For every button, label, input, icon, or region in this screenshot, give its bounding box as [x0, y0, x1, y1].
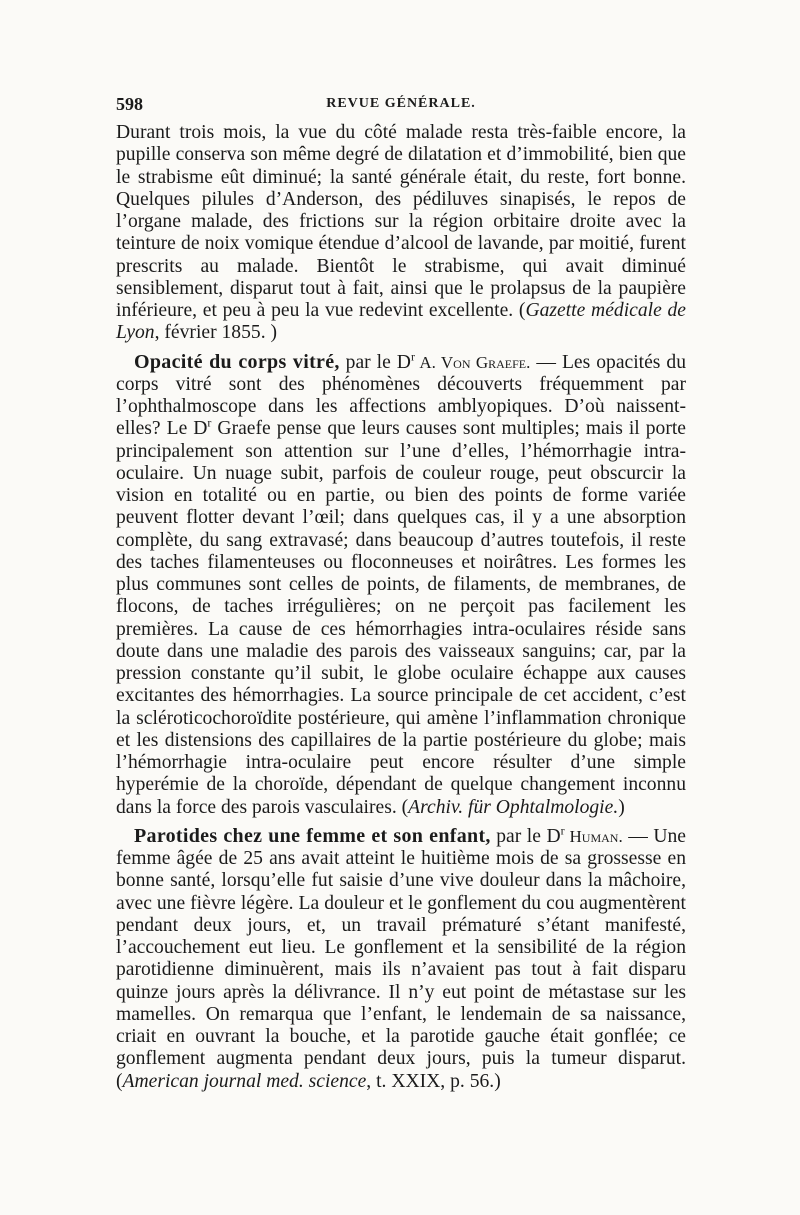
paragraph-case-conclusion	[116, 122, 686, 345]
running-head	[116, 92, 686, 122]
article-body: — Les opacités du corps vitré sont des phénomènes découverts fréquemment par l’ophthalmoscope dans les affections amblyopiques. D’où naissent-elles? Le D	[116, 351, 686, 440]
citation-source: Archiv. für Ophtalmologie.	[408, 796, 619, 818]
article-parotitis	[116, 825, 686, 1093]
page-number: 598	[116, 94, 143, 114]
author-name: Human.	[564, 826, 623, 846]
citation-tail: , février 1855. )	[154, 322, 278, 344]
author-prefix: par le D	[339, 351, 411, 373]
body-title-sup: r	[207, 415, 212, 430]
citation-source: American journal med. science	[122, 1070, 367, 1092]
article-body-continued: Graefe pense que leurs causes sont multiples; mais il porte principalement son attention sur l’une d’elles, l’hémorrhagie intra-oculaire. Un nuage subit, parfois de couleur rouge, peut obscurcir la vision en totalité ou en partie, ou bien des points de forme variée peuvent flotter devant l’œil; dans quelques cas, il y a une absorption complète, du sang extravasé; dans beaucoup d’autres toutefois, il reste des taches filamenteuses ou floconneuses et noirâtres. Les formes les plus communes sont celles de points, de filaments, de membranes, de flocons, de taches irrégulières; on ne perçoit pas facilement les premières. La cause de ces hémorrhagies intra-oculaires réside sans doute dans une maladie des parois des vaisseaux sanguins; car, par la pression constante qu’il subit, le globe oculaire échappe aux causes excitantes des hémorrhagies. La source principale de cet accident, c’est la scléroticochoroïdite postérieure, qui amène l’inflammation chronique et les distensions des capillaires de la partie postérieure du globe; mais l’hémorrhagie intra-oculaire peut encore résulter d’une simple hyperémie de la choroïde, dépendant de quelque changement inconnu dans la force des parois vasculaires. (	[116, 418, 687, 818]
book-page	[116, 92, 686, 1093]
citation-tail: )	[618, 796, 625, 818]
author-title-sup: r	[560, 823, 565, 838]
article-body: — Une femme âgée de 25 ans avait atteint le huitième mois de sa grossesse en bonne santé, lorsqu’elle fut saisie d’une vive douleur dans la mâchoire, avec une fièvre légère. La douleur et le gonflement du cou augmentèrent pendant deux jours, et, un travail prématuré s’étant manifesté, l’accouchement eut lieu. Le gonflement et la sensibilité de la région parotidienne diminuèrent, mais ils n’avaient pas tout à fait disparu quinze jours après la délivrance. Il n’y eut point de métastase sur les mamelles. On remarqua que l’enfant, le lendemain de sa naissance, criait en ouvrant la bouche, et la parotide gauche était gonflée; ce gonflement augmenta pendant deux jours, puis la tumeur disparut. (	[116, 825, 686, 1092]
author-name: A. Von Graefe.	[414, 352, 531, 372]
author-title-sup: r	[410, 348, 415, 363]
paragraph-text: Durant trois mois, la vue du côté malade resta très-faible encore, la pupille conserva son même degré de dilatation et d’immobilité, bien que le strabisme eût diminué; la santé générale était, du reste, fort bonne. Quelques pilules d’Anderson, des pédiluves sinapisés, le repos de l’organe malade, des frictions sur la région orbitaire droite avec la teinture de noix vomique étendue d’alcool de lavande, par moitié, furent prescrits au malade. Bientôt le strabisme, qui avait diminué sensiblement, disparut tout à fait, ainsi que le prolapsus de la paupière inférieure, et peu à peu la vue redevint excellente. (	[116, 122, 686, 321]
author-prefix: par le D	[490, 825, 561, 847]
article-vitreous-opacity	[116, 348, 687, 819]
citation-source: Gazette médicale de Lyon	[116, 300, 686, 344]
citation-tail: , t. XXIX, p. 56.)	[366, 1070, 501, 1092]
running-title: REVUE GÉNÉRALE.	[326, 96, 476, 111]
article-title: Parotides chez une femme et son enfant,	[134, 824, 491, 847]
article-title: Opacité du corps vitré,	[134, 350, 340, 373]
